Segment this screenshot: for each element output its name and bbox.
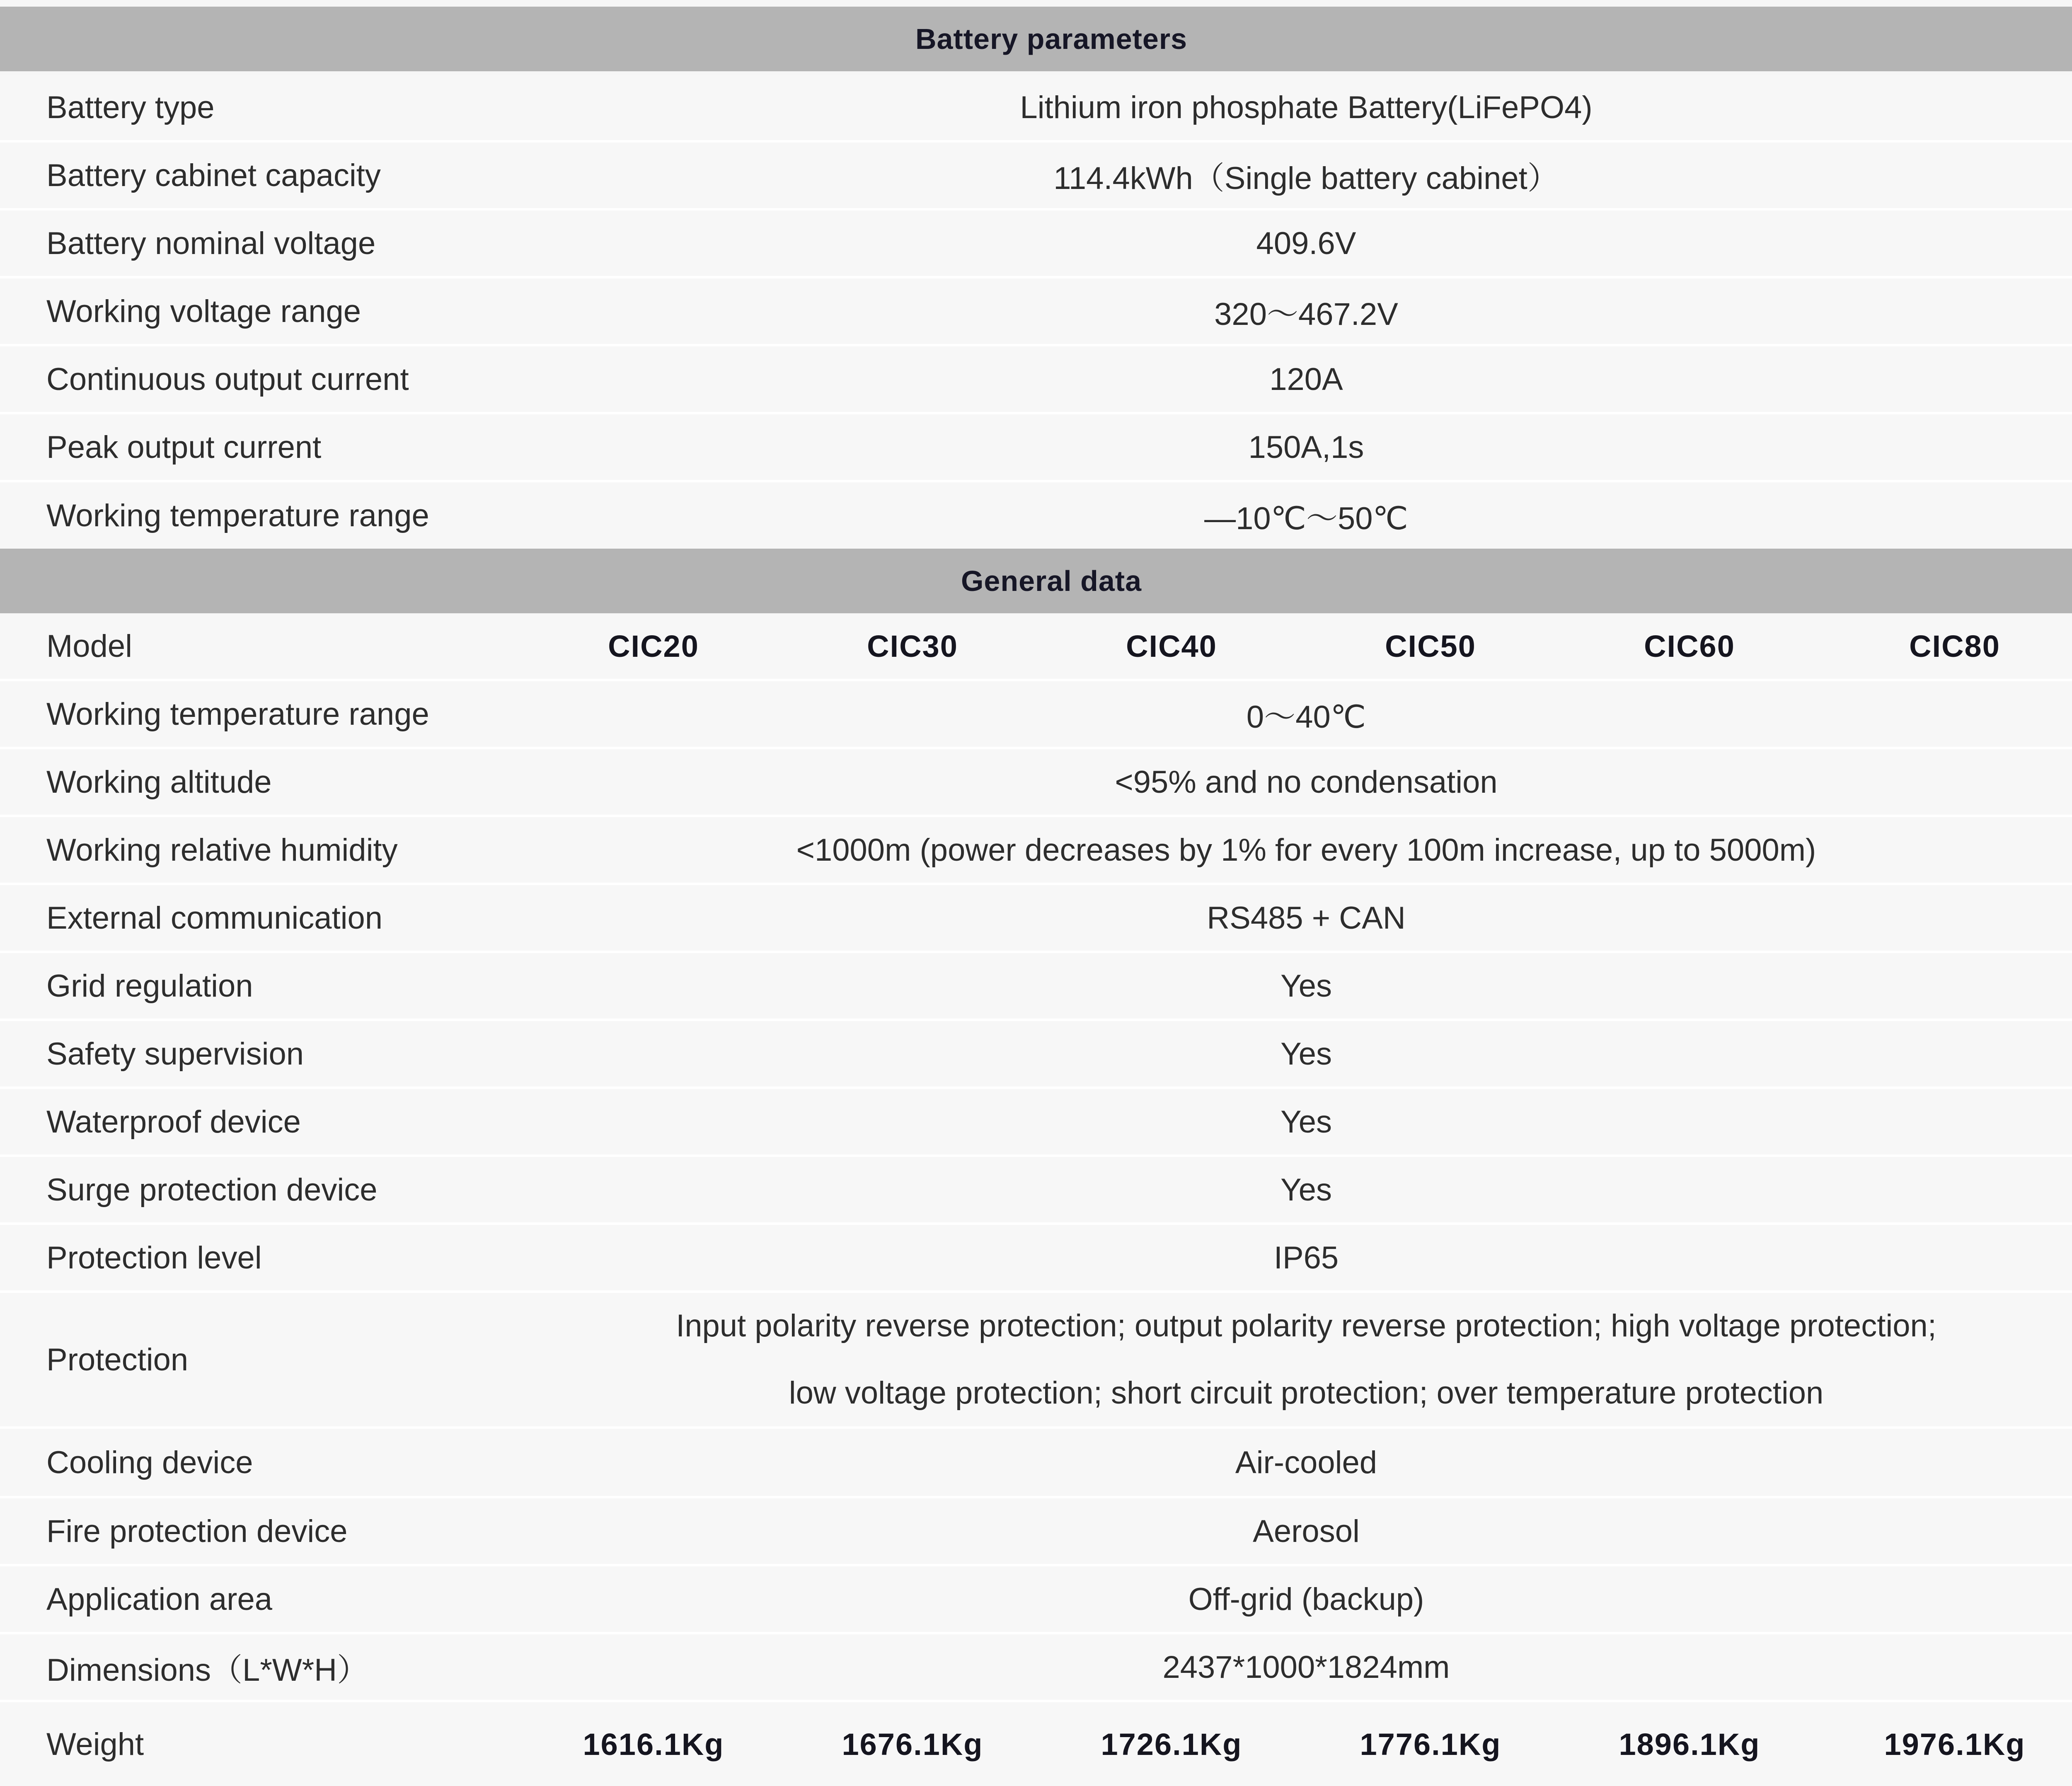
spec-row [0,953,2072,1021]
spec-row [0,1157,2072,1225]
spec-label: Working altitude [46,764,272,800]
spec-row [0,211,2072,278]
weight-cell: 1616.1Kg [583,1727,724,1762]
spec-row [0,346,2072,414]
spec-label: Safety supervision [46,1036,304,1072]
spec-label: Protection level [46,1240,262,1275]
spec-label: Protection [46,1342,189,1377]
spec-row [0,75,2072,143]
spec-label: Continuous output current [46,361,409,397]
spec-label: Working relative humidity [46,832,398,868]
general-section-title: General data [961,565,1142,597]
model-cell: CIC30 [867,629,958,663]
weight-cell: 1676.1Kg [842,1727,983,1762]
spec-value: 0～40℃ [1246,699,1366,735]
spec-value: Off-grid (backup) [1188,1581,1424,1617]
spec-label: Model [46,628,132,664]
spec-row [0,817,2072,885]
spec-label: Battery type [46,90,215,125]
spec-row [0,1634,2072,1702]
spec-row [0,482,2072,549]
spec-value: RS485 + CAN [1207,900,1406,936]
weight-cell: 1976.1Kg [1884,1727,2026,1762]
spec-value: Air-cooled [1235,1445,1377,1480]
spec-label: Peak output current [46,429,322,465]
model-cell: CIC20 [608,629,699,663]
spec-row [0,1498,2072,1566]
spec-value: 2437*1000*1824mm [1162,1649,1450,1685]
spec-row [0,749,2072,817]
model-cell: CIC80 [1909,629,2000,663]
protection-line: Input polarity reverse protection; output polarity reverse protection; high voltage protection; [676,1308,1936,1343]
spec-value: 320～467.2V [1214,296,1398,332]
spec-row [0,143,2072,211]
spec-label: Waterproof device [46,1104,301,1140]
spec-label: Grid regulation [46,968,253,1004]
spec-label: Weight [46,1726,144,1762]
spec-row [0,681,2072,749]
spec-row [0,885,2072,953]
spec-label: Battery nominal voltage [46,225,376,261]
weight-cell: 1896.1Kg [1619,1727,1760,1762]
spec-label: Working temperature range [46,696,429,732]
protection-value [510,1292,2072,1427]
spec-row [0,1021,2072,1089]
spec-label: Battery cabinet capacity [46,157,381,193]
weight-cell: 1726.1Kg [1101,1727,1242,1762]
spec-value: 120A [1269,361,1343,397]
protection-line: low voltage protection; short circuit protection; over temperature protection [789,1375,1824,1411]
weight-cell: 1776.1Kg [1360,1727,1501,1762]
spec-row [0,414,2072,482]
spec-value: Yes [1280,1104,1332,1140]
spec-label: Dimensions（L*W*H） [46,1652,369,1688]
spec-value: Yes [1280,968,1332,1004]
model-cell: CIC60 [1644,629,1735,663]
spec-row [0,1089,2072,1157]
model-cell: CIC50 [1385,629,1476,663]
spec-row [0,1225,2072,1293]
battery-section-header [0,7,2072,71]
spec-value: 409.6V [1256,225,1356,261]
spec-label: Application area [46,1581,273,1617]
spec-value: IP65 [1273,1240,1339,1275]
general-section-header [0,549,2072,613]
protection-row [0,1293,2072,1429]
weight-row [0,1702,2072,1786]
spec-value: Yes [1280,1036,1332,1072]
spec-label: External communication [46,900,383,936]
spec-label: Cooling device [46,1445,253,1480]
spec-label: Fire protection device [46,1513,348,1549]
model-row [0,613,2072,681]
spec-value: Lithium iron phosphate Battery(LiFePO4) [1020,90,1593,125]
spec-value: <1000m (power decreases by 1% for every 100m increase, up to 5000m) [796,832,1816,868]
spec-row [0,1429,2072,1498]
spec-label: Working voltage range [46,293,361,329]
spec-row [0,1566,2072,1634]
spec-value: Yes [1280,1172,1332,1208]
spec-value: Aerosol [1253,1513,1360,1549]
model-cell: CIC40 [1126,629,1217,663]
spec-value: 150A,1s [1248,429,1364,465]
spec-label: Surge protection device [46,1172,378,1208]
spec-value: 114.4kWh（Single battery cabinet） [1053,160,1559,196]
battery-section-title: Battery parameters [915,23,1188,55]
spec-row [0,278,2072,346]
spec-label: Working temperature range [46,498,429,533]
spec-value: <95% and no condensation [1115,764,1498,800]
spec-value: —10℃～50℃ [1204,501,1408,536]
